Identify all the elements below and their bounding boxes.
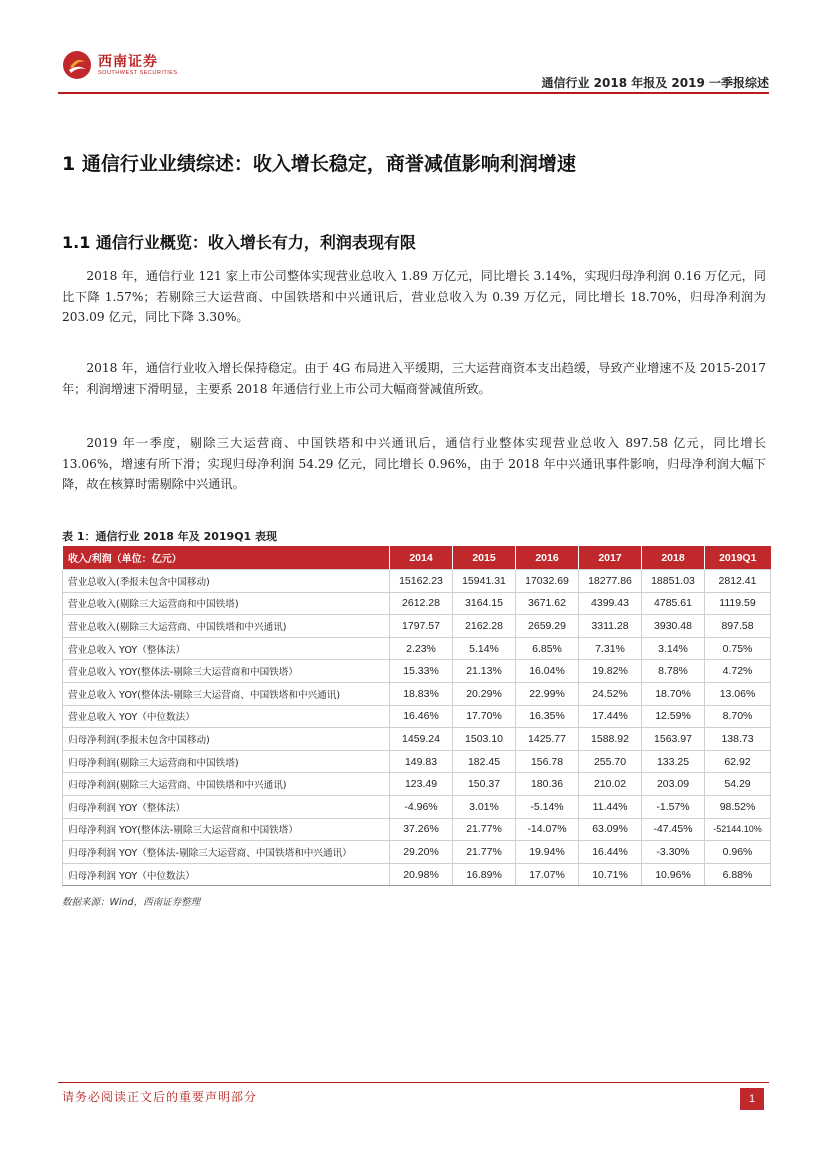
table-cell: 10.96%	[642, 863, 705, 886]
table-cell: 16.04%	[516, 660, 579, 683]
table-cell: 24.52%	[579, 682, 642, 705]
row-label: 归母净利润 YOY(整体法-剔除三大运营商和中国铁塔）	[63, 818, 390, 841]
table-cell: 18.83%	[390, 682, 453, 705]
column-header: 2016	[516, 546, 579, 570]
table-cell: 18277.86	[579, 570, 642, 593]
table-row	[63, 863, 771, 886]
table-caption: 表 1：通信行业 2018 年及 2019Q1 表现	[62, 530, 278, 543]
subsection-heading: 1.1 通信行业概览：收入增长有力，利润表现有限	[62, 233, 416, 252]
table-cell: 3.14%	[642, 637, 705, 660]
table-row	[63, 682, 771, 705]
table-cell: 0.96%	[705, 841, 771, 864]
table-cell: 37.26%	[390, 818, 453, 841]
table-cell: 4.72%	[705, 660, 771, 683]
table-cell: 2812.41	[705, 570, 771, 593]
column-header: 收入/利润（单位：亿元）	[63, 546, 390, 570]
performance-table	[62, 546, 771, 886]
footer-divider	[58, 1082, 769, 1083]
table-row	[63, 570, 771, 593]
table-cell: 180.36	[516, 773, 579, 796]
table-cell: 21.77%	[453, 841, 516, 864]
table-cell: 18.70%	[642, 682, 705, 705]
table-cell: 138.73	[705, 728, 771, 751]
table-cell: 17.44%	[579, 705, 642, 728]
table-row	[63, 773, 771, 796]
table-cell: 123.49	[390, 773, 453, 796]
logo-mark-icon	[62, 50, 92, 80]
table-cell: 2659.29	[516, 615, 579, 638]
table-cell: 54.29	[705, 773, 771, 796]
table-cell: 1563.97	[642, 728, 705, 751]
column-header: 2019Q1	[705, 546, 771, 570]
table-cell: 15.33%	[390, 660, 453, 683]
table-cell: 13.06%	[705, 682, 771, 705]
table-row	[63, 795, 771, 818]
row-label: 营业总收入 YOY（中位数法）	[63, 705, 390, 728]
table-cell: -5.14%	[516, 795, 579, 818]
section-heading: 1 通信行业业绩综述：收入增长稳定，商誉减值影响利润增速	[62, 153, 576, 175]
table-cell: 8.70%	[705, 705, 771, 728]
table-cell: 29.20%	[390, 841, 453, 864]
table-row	[63, 637, 771, 660]
table-cell: 3311.28	[579, 615, 642, 638]
table-cell: 0.75%	[705, 637, 771, 660]
table-row	[63, 750, 771, 773]
row-label: 营业总收入 YOY(整体法-剔除三大运营商、中国铁塔和中兴通讯)	[63, 682, 390, 705]
table-cell: 6.85%	[516, 637, 579, 660]
row-label: 归母净利润 YOY（中位数法）	[63, 863, 390, 886]
table-cell: 16.46%	[390, 705, 453, 728]
row-label: 营业总收入 YOY（整体法）	[63, 637, 390, 660]
row-label: 归母净利润(剔除三大运营商、中国铁塔和中兴通讯)	[63, 773, 390, 796]
table-cell: 3164.15	[453, 592, 516, 615]
table-cell: 10.71%	[579, 863, 642, 886]
table-cell: 3671.62	[516, 592, 579, 615]
table-cell: 12.59%	[642, 705, 705, 728]
company-logo	[62, 50, 178, 80]
row-label: 归母净利润 YOY（整体法）	[63, 795, 390, 818]
row-label: 营业总收入(剔除三大运营商和中国铁塔)	[63, 592, 390, 615]
table-cell: 16.89%	[453, 863, 516, 886]
table-cell: 3930.48	[642, 615, 705, 638]
table-cell: 1459.24	[390, 728, 453, 751]
table-cell: -4.96%	[390, 795, 453, 818]
column-header: 2014	[390, 546, 453, 570]
logo-chinese-name: 西南证券	[98, 54, 158, 70]
table-cell: 3.01%	[453, 795, 516, 818]
table-row	[63, 728, 771, 751]
table-header-row	[63, 546, 771, 570]
table-cell: 62.92	[705, 750, 771, 773]
table-cell: 11.44%	[579, 795, 642, 818]
table-cell: 20.29%	[453, 682, 516, 705]
table-row	[63, 592, 771, 615]
table-row	[63, 615, 771, 638]
table-cell: 8.78%	[642, 660, 705, 683]
table-cell: 19.82%	[579, 660, 642, 683]
table-cell: 2612.28	[390, 592, 453, 615]
row-label: 归母净利润 YOY（整体法-剔除三大运营商、中国铁塔和中兴通讯）	[63, 841, 390, 864]
paragraph-1: 2018 年，通信行业 121 家上市公司整体实现营业总收入 1.89 万亿元，同比增长 3.14%，实现归母净利润 0.16 万亿元，同比下降 1.57%；若剔除三大运营商、中国铁塔和中兴通讯后，营业总收入为 0.39 万亿元，同比增长 18.70%，归母净利润为 203.09 亿元，同比下降 3.30%。	[62, 269, 766, 324]
table-cell: 2.23%	[390, 637, 453, 660]
table-cell: 1797.57	[390, 615, 453, 638]
table-cell: 1425.77	[516, 728, 579, 751]
table-cell: 255.70	[579, 750, 642, 773]
logo-english-name: SOUTHWEST SECURITIES	[98, 70, 178, 76]
table-cell: 20.98%	[390, 863, 453, 886]
table-cell: 1119.59	[705, 592, 771, 615]
table-cell: 17.70%	[453, 705, 516, 728]
table-cell: 63.09%	[579, 818, 642, 841]
row-label: 营业总收入(季报未包含中国移动)	[63, 570, 390, 593]
table-cell: 210.02	[579, 773, 642, 796]
table-cell: -3.30%	[642, 841, 705, 864]
column-header: 2018	[642, 546, 705, 570]
table-cell: 182.45	[453, 750, 516, 773]
table-cell: 156.78	[516, 750, 579, 773]
report-title: 通信行业 2018 年报及 2019 一季报综述	[541, 76, 769, 90]
table-cell: 4399.43	[579, 592, 642, 615]
row-label: 营业总收入(剔除三大运营商、中国铁塔和中兴通讯)	[63, 615, 390, 638]
table-cell: 5.14%	[453, 637, 516, 660]
table-cell: 15941.31	[453, 570, 516, 593]
table-cell: 1503.10	[453, 728, 516, 751]
table-cell: 2162.28	[453, 615, 516, 638]
table-cell: 17032.69	[516, 570, 579, 593]
table-cell: 6.88%	[705, 863, 771, 886]
row-label: 归母净利润(剔除三大运营商和中国铁塔)	[63, 750, 390, 773]
table-cell: -14.07%	[516, 818, 579, 841]
table-cell: 21.77%	[453, 818, 516, 841]
table-cell: 149.83	[390, 750, 453, 773]
table-cell: 16.35%	[516, 705, 579, 728]
table-row	[63, 841, 771, 864]
table-cell: 203.09	[642, 773, 705, 796]
table-cell: -1.57%	[642, 795, 705, 818]
table-cell: 133.25	[642, 750, 705, 773]
table-cell: 21.13%	[453, 660, 516, 683]
table-cell: 150.37	[453, 773, 516, 796]
table-cell: -47.45%	[642, 818, 705, 841]
table-cell: 897.58	[705, 615, 771, 638]
table-row	[63, 818, 771, 841]
table-source-note: 数据来源：Wind，西南证券整理	[62, 897, 201, 908]
row-label: 营业总收入 YOY(整体法-剔除三大运营商和中国铁塔）	[63, 660, 390, 683]
footer-disclaimer: 请务必阅读正文后的重要声明部分	[62, 1090, 258, 1104]
table-cell: 98.52%	[705, 795, 771, 818]
table-cell: 19.94%	[516, 841, 579, 864]
table-cell: 16.44%	[579, 841, 642, 864]
paragraph-2: 2018 年，通信行业收入增长保持稳定。由于 4G 布局进入平缓期，三大运营商资本支出趋缓，导致产业增速不及 2015-2017 年；利润增速下滑明显，主要系 2018 年通信行业上市公司大幅商誉减值所致。	[62, 361, 766, 396]
header-divider	[58, 92, 769, 94]
column-header: 2017	[579, 546, 642, 570]
table-row	[63, 660, 771, 683]
table-cell: 17.07%	[516, 863, 579, 886]
page-number: 1	[740, 1088, 764, 1110]
column-header: 2015	[453, 546, 516, 570]
table-cell: 22.99%	[516, 682, 579, 705]
table-cell: 4785.61	[642, 592, 705, 615]
row-label: 归母净利润(季报未包含中国移动)	[63, 728, 390, 751]
table-cell: 7.31%	[579, 637, 642, 660]
table-row	[63, 705, 771, 728]
table-cell: -52144.10%	[705, 818, 771, 841]
table-cell: 15162.23	[390, 570, 453, 593]
table-cell: 18851.03	[642, 570, 705, 593]
paragraph-3: 2019 年一季度，剔除三大运营商、中国铁塔和中兴通讯后，通信行业整体实现营业总收入 897.58 亿元，同比增长 13.06%，增速有所下滑；实现归母净利润 54.29 亿元，同比增长 0.96%，由于 2018 年中兴通讯事件影响，归母净利润大幅下降，故在核算时需剔除中兴通讯。	[62, 436, 766, 491]
table-cell: 1588.92	[579, 728, 642, 751]
